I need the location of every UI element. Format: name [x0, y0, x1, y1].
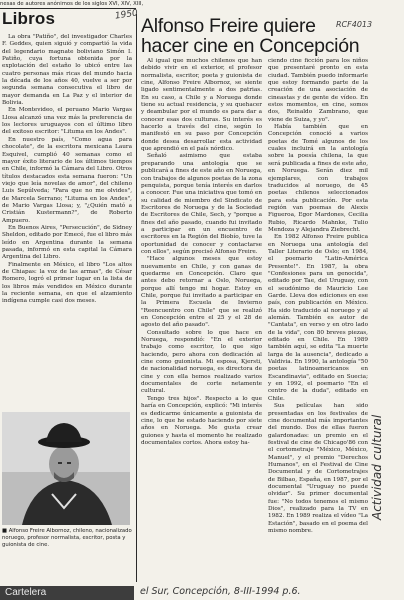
article-paragraph: "Hace algunos meses que estoy nuevamente en Chile, y con ganas de quedarme en Concepción. Claro que antes debo retornar a Oslo, Noruega, porque allí tengo mi hogar. Estoy en Chile, porque fui invitado a participar en la Primera Escuela de Invierno "Reencuentro con Chile" que se realizó en Concepción entre el 25 y el 28 de agosto del año pasado". — [141, 256, 262, 329]
books-paragraph: En Montevideo, el peruano Mario Vargas Llosa alcanzó una vez más la preferencia de los lectores uruguayos con el último libro del exitoso escritor: "Lituma en los Andes". — [2, 107, 132, 136]
column-divider — [136, 14, 137, 582]
portrait-photo-image — [2, 412, 130, 525]
photo-caption: ■ Alfonso Freire Albornoz, chileno, nacionalizado noruego, profesor normalista, escritor, posta y guionista de cine. — [2, 528, 132, 548]
books-column — [2, 34, 132, 306]
article-column-2 — [268, 58, 368, 535]
section-title: Libros — [2, 9, 56, 28]
article-paragraph: Consultado sobre lo que hace en Noruega, respondió: "En el exterior trabajo como escritor, lo que sigo haciendo, pero ahora con dedicación al cine como guionista. Mi esposa, Kjersti, de nacionalidad noruega, es directora de cine y con ella hemos realizado varios documentales de corte netamente cultural. — [141, 329, 262, 395]
previous-article-fragment: nesas de autores anónimos de los siglos XVI, XIV, XIII, — [0, 1, 144, 7]
article-paragraph: Tengo tres hijos". Respecto a lo que haría en Concepción, explicó: "Mi interés es dedicarme únicamente a guionista de cine, lo que he estado haciendo por siete años en Noruega. Me gusta crear guiones y hasta el momento he realizado documentales cortos. Ahora estoy ha- — [141, 395, 262, 446]
cartelera-label: Cartelera — [5, 587, 47, 598]
books-paragraph: Finalmente en México, el libro "Los altos de Chiapas: la voz de las armas", de César Romero, logró el primer lugar en la lista de los libros más vendidos en México durante la reciente semana, en que el alzamiento indígena cumple casi dos meses. — [2, 261, 132, 305]
article-paragraph: ciendo cine ficción para los niños que presentaré pronto en esta ciudad. También puedo informarle que estoy formando parte de la creación de una asociación de cineastas y de gente de vídeo. En estos momentos, en cine, somos dos, Reinaldo Zambrano, que viene de Suiza, y yo". — [268, 58, 368, 123]
headline-line-2: hacer cine en Concepción — [141, 35, 360, 57]
article-paragraph: Había también que en Concepción conoció a varios poetas de Tomé algunos de los cuales incluirá en la antología sobre la poesía chilena, la que será publicada a fines de este año, en Noruega. Serán diez mil ejemplares, con trabajos traducidos al noruego, de 45 poetas chilenos seleccionados para esta publicación. Por esta región van poemas de Alexis Figueroa, Egor Mardones, Cecilia Rubio, Ricardo Mahnke, Tulio Mendoza y Alejandra Ziebrecht. — [268, 124, 368, 233]
books-paragraph: En nuestro país, "Como agua para chocolate", de la escritora mexicana Laura Esquivel, cumplió 40 semanas como el mayor éxito literario de los últimos tiempos en Chile, informó la Cámara del Libro. Otros títulos destacados esta semana fueron: "Un viejo que leía novelas de amor", del chileno Luis Sepúlveda; "Para que no me olvides", de Marcela Serrano; "Lituma en los Andes", de Mario Vargas Llosa; y, "¿Quién mató a Cristián Kustermann?", de Roberto Ampuero. — [2, 136, 132, 224]
handwritten-source-note: el Sur, Concepción, 8-III-1994 p.6. — [140, 586, 301, 597]
cartelera-banner — [0, 586, 134, 600]
article-paragraph: Señaló asimismo que estaba preparando una antología que se publicará a fines de este año en Noruega, con trabajos de algunos poetas de la zona penquista, porque tenía interés en darlos a conocer. Fue una iniciativa que tomó en su calidad de miembro del Sindicato de Escritores de Noruega y de la Sociedad de Escritores de Chile, Sech, y "porque a fines del año pasado, cuando fui invitado a participar en un encuentro de escritores en la Región del Biobío, tuve la oportunidad de conocer y contactarse con ellos", según precisó Alfonso Freire. — [141, 153, 262, 255]
archive-code: RCF4013 — [336, 20, 373, 29]
article-paragraph: Al igual que muchos chilenos que han debido vivir en el exterior, el profesor normalista, escritor, poeta y guionista de cine, Alfonso Freire Albornoz, se siente ligado sentimentalmente a dos patrias. En su caso, a Chile y a Noruega donde tiene su actual residencia, y su quehacer y deambular por el mundo es para dar a conocer esas dos culturas. Su interés es hacerlo a través del cine, según lo manifestó en su paso por Concepción donde desea desarrollar esta actividad que aprendió en el país nórdico. — [141, 58, 262, 153]
handwritten-category: Actividad cultural — [370, 414, 384, 520]
article-paragraph: Sus películas han sido presentadas en los festivales de cine documental más importantes del mundo. Dos de ellas fueron galardonadas: un premio en el festival de cine de Chicago'86 con el cortometraje "México, México, Manuel", y el premio "Derechos Humanos", en el Festival de Cine Documental y de Cortometrajes de Bilbao, España, en 1987, por el documental "Uruguay no puede olvidar". Su primer documental fue: "No todos tenemos el mismo Dios", realizado para la TV en 1982. En 1989 realiza el vídeo "La Estación", basado en el poema del mismo nombre. — [268, 403, 368, 534]
article-column-1 — [141, 58, 262, 447]
headline-line-1: Alfonso Freire quiere — [141, 15, 316, 37]
books-paragraph: En Buenos Aires, "Persecución", de Sidney Sheldon, editado por Emecé, fue el libro más leído en Argentina durante la semana pasada, informó en esta capital la Cámara Argentina del Libro. — [2, 224, 132, 261]
handwritten-year-note: 1950 — [114, 8, 139, 22]
article-headline — [141, 16, 403, 56]
portrait-photo — [2, 412, 130, 525]
article-paragraph: En 1982 Alfonso Freire publica en Noruega una antología del Taller Literario de Oslo; en 1984, el poemario "Latin-América Presente!". En 1987, la obra "Confesiones para un genocida", editado por Tae, del Uruguay, con el seudónimo de Mauricio Lee Garde. Lleva dos ediciones en ese país, con publicación en México. Ha sido traducido al noruego y al alemán. También es autor de "Cantata", en verso y en otro lado de la vida", con 80 breves piezas, editado en Chile. En 1989 también aquí, se edita "La muerte larga de la ausencia", dedicado a Valdivia. En 1990, la antología "50 poetas latinoamericanos en Escandinavia", editado en Suecia; y en 1992, el poemario "En el centro de la duda", editado en Chile. — [268, 234, 368, 402]
books-paragraph: La obra "Patiño", del investigador Charles F. Geddes, quien siguió y compartió la vida del legendario magnate boliviano Simón I. Patiño, cuya fortuna obtenida por la explotación del estaño lo ubicó entre las cuatro personas más ricas del mundo hacia la década de los años 40, vuelve a ser por segunda semana consecutiva el libro de mayor demanda en La Paz y el interior de Bolivia. — [2, 34, 132, 107]
